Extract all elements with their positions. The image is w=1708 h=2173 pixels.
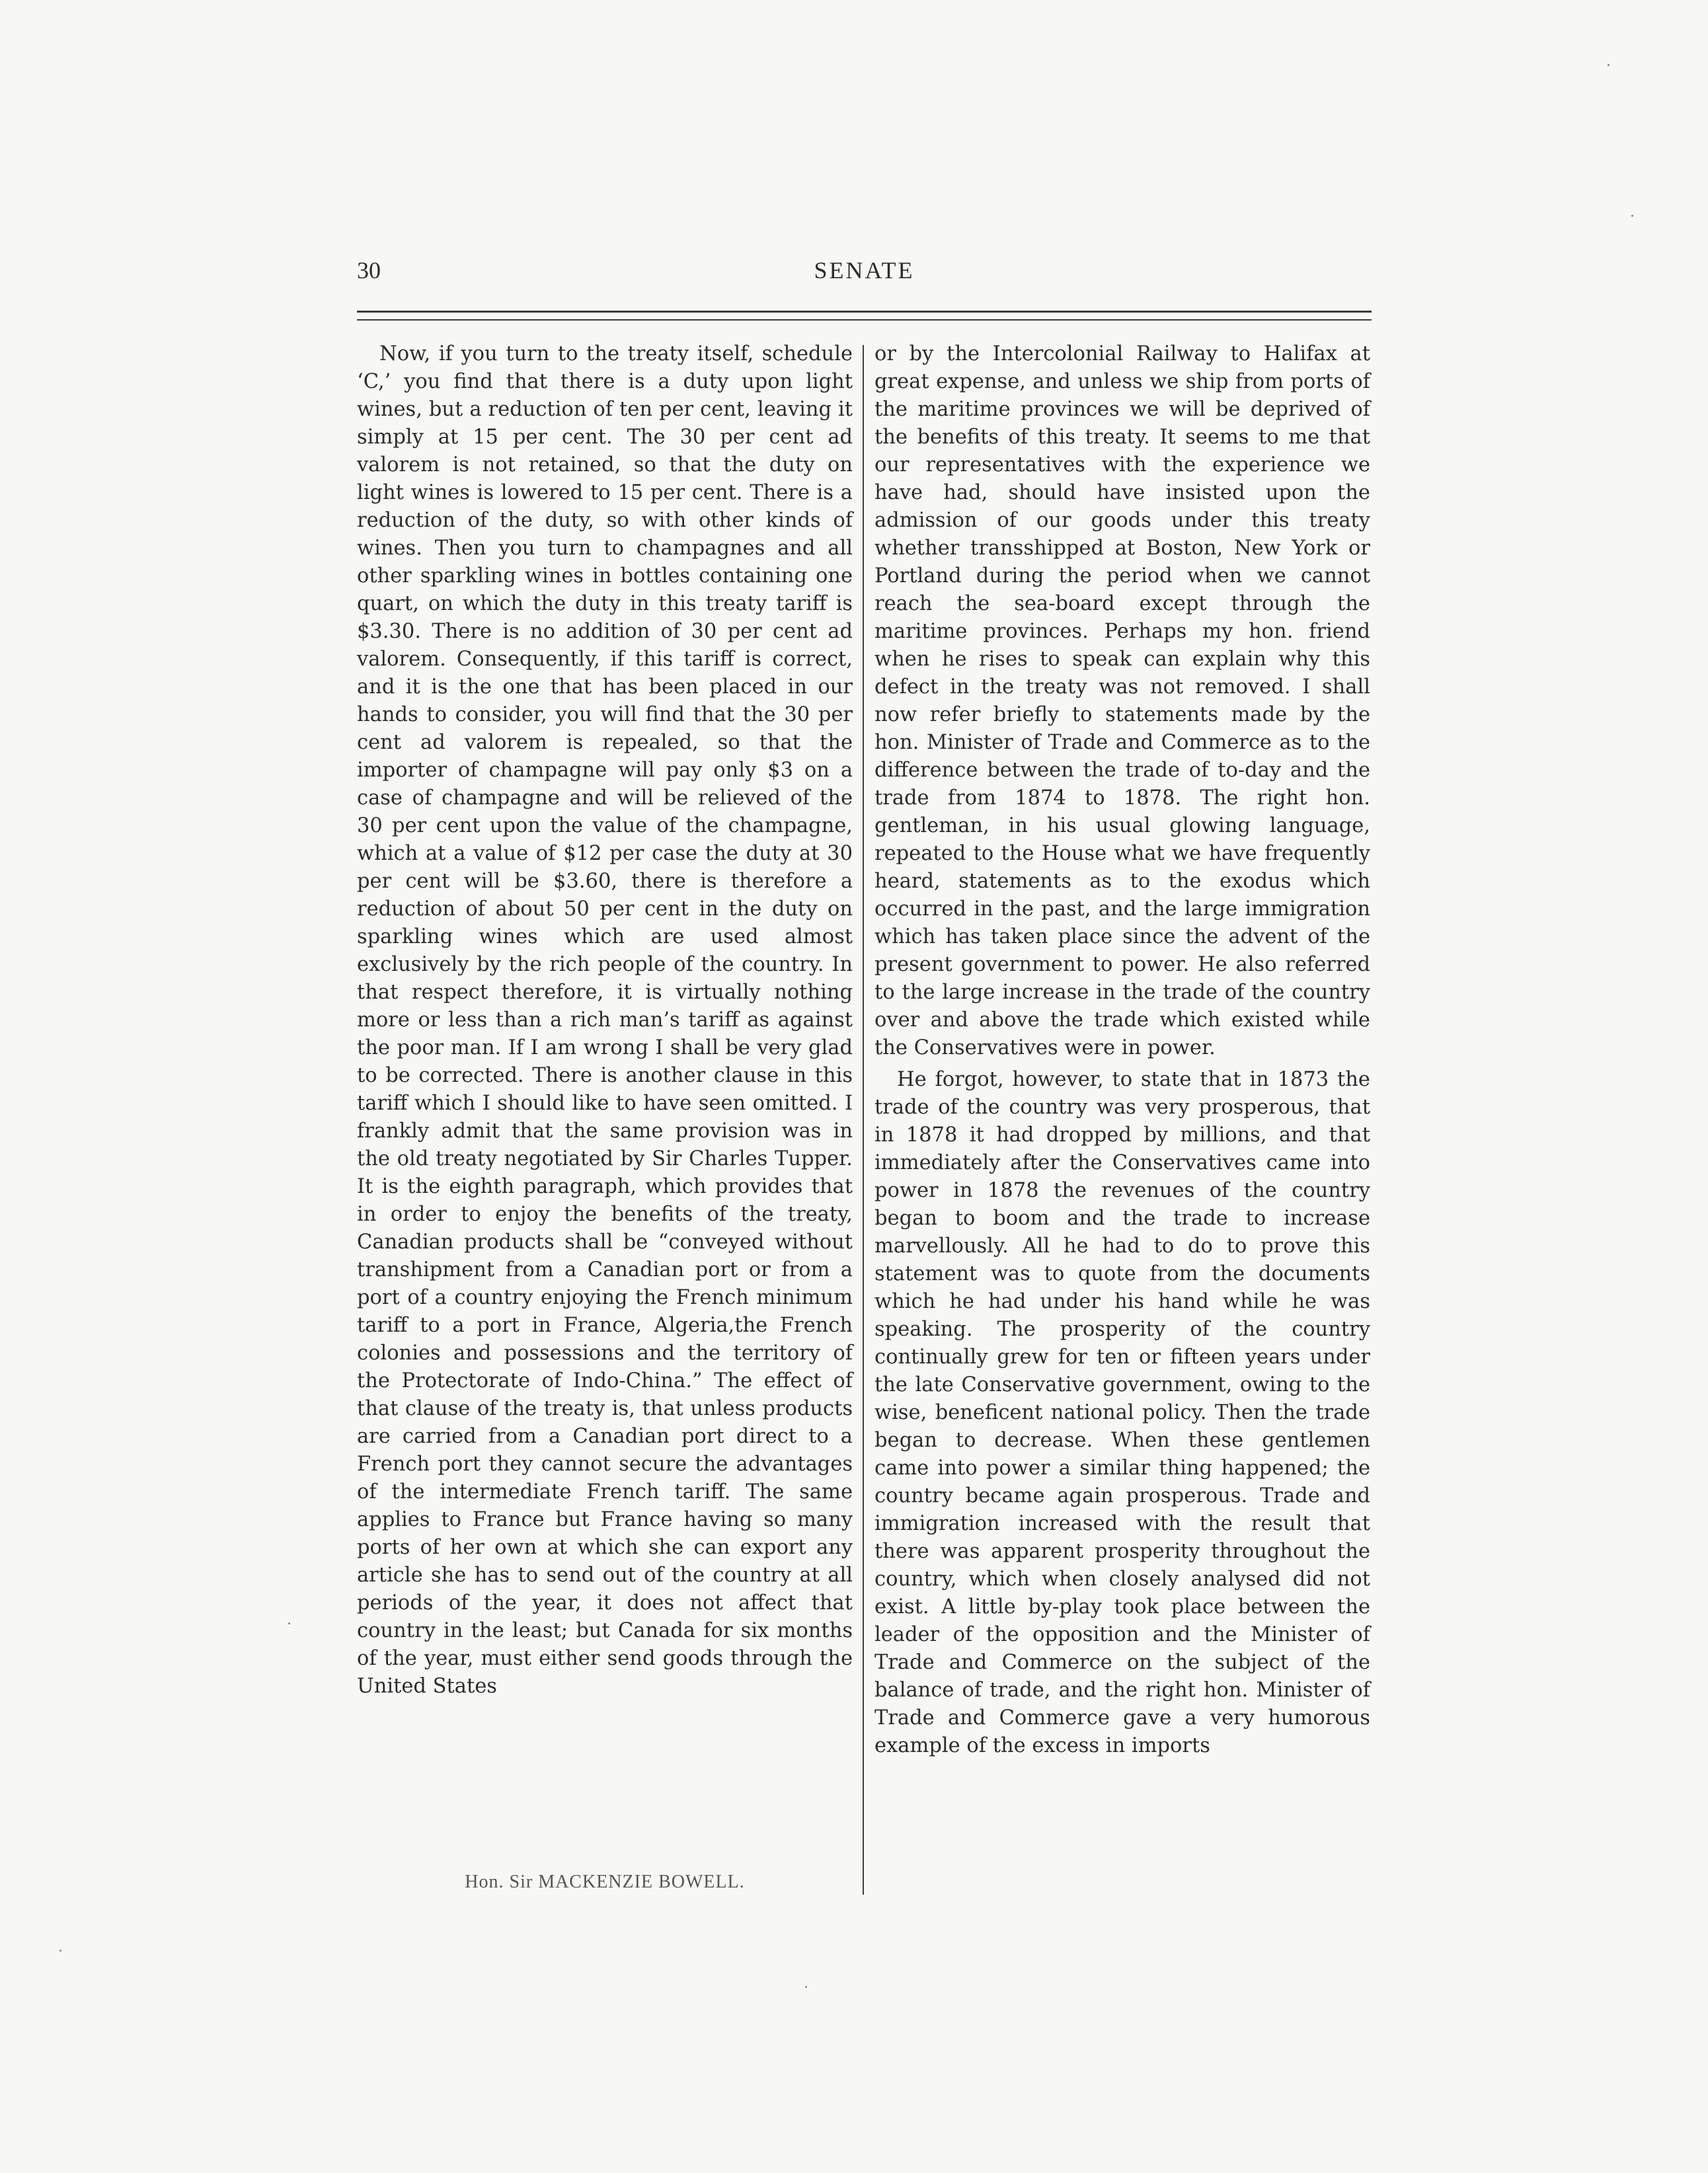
header-rule-top	[357, 311, 1372, 313]
running-head: SENATE	[814, 257, 915, 284]
right-paragraph-2: He forgot, however, to state that in 1873 the trade of the country was very prosperous, that in 1878 it had dropped by millions, and that immediately after the Conservatives came into power in 1878 the revenues of the country began to boom and the trade to increase marvellously. All he had to do to prove this statement was to quote from the documents which he had under his hand while he was speaking. The prosperity of the country continually grew for ten or fifteen years under the late Conservative government, owing to the wise, beneficent national policy. Then the trade began to decrease. When these gentlemen came into power a similar thing happened; the country became again prosperous. Trade and immigration increased with the result that there was apparent prosperity throughout the country, which when closely analysed did not exist. A little by-play took place between the leader of the opposition and the Minister of Trade and Commerce on the subject of the balance of trade, and the right hon. Minister of Trade and Commerce gave a very humorous example of the excess in imports	[874, 1068, 1370, 1757]
scan-speck	[288, 1622, 290, 1624]
speaker-footer: Hon. Sir MACKENZIE BOWELL.	[465, 1872, 745, 1892]
right-paragraph-1: or by the Intercolonial Railway to Halifax at great expense, and unless we ship from ports of the maritime provinces we will be deprived of the benefits of this treaty. It seems to me that our representatives with the experience we have had, should have insisted upon the admission of our goods under this treaty whether transshipped at Boston, New York or Portland during the period when we cannot reach the sea-board except through the maritime provinces. Perhaps my hon. friend when he rises to speak can explain why this defect in the treaty was not removed. I shall now refer briefly to statements made by the hon. Minister of Trade and Commerce as to the difference between the trade of to-day and the trade from 1874 to 1878. The right hon. gentleman, in his usual glowing language, repeated to the House what we have frequently heard, statements as to the exodus which occurred in the past, and the large immigration which has taken place since the advent of the present government to power. He also referred to the large increase in the trade of the country over and above the trade which existed while the Conservatives were in power.	[874, 342, 1370, 1059]
scan-speck	[805, 1986, 807, 1988]
page-number: 30	[357, 257, 381, 284]
header-rule-bottom	[357, 319, 1372, 321]
scan-speck	[1631, 215, 1633, 217]
page-header	[357, 256, 1372, 289]
left-column	[357, 340, 853, 1700]
scan-speck	[59, 1950, 61, 1952]
left-paragraph-1: Now, if you turn to the treaty itself, schedule ‘C,’ you find that there is a duty upon light wines, but a reduction of ten per cent, leaving it simply at 15 per cent. The 30 per cent ad valorem is not retained, so that the duty on light wines is lowered to 15 per cent. There is a reduction of the duty, so with other kinds of wines. Then you turn to champagnes and all other sparkling wines in bottles containing one quart, on which the duty in this treaty tariff is $3.30. There is no addition of 30 per cent ad valorem. Consequently, if this tariff is correct, and it is the one that has been placed in our hands to consider, you will find that the 30 per cent ad valorem is repealed, so that the importer of champagne will pay only $3 on a case of champagne and will be relieved of the 30 per cent upon the value of the champagne, which at a value of $12 per case the duty at 30 per cent will be $3.60, there is therefore a reduction of about 50 per cent in the duty on sparkling wines which are used almost exclusively by the rich people of the country. In that respect therefore, it is virtually nothing more or less than a rich man’s tariff as against the poor man. If I am wrong I shall be very glad to be corrected. There is another clause in this tariff which I should like to have seen omitted. I frankly admit that the same provision was in the old treaty negotiated by Sir Charles Tupper. It is the eighth paragraph, which provides that in order to enjoy the benefits of the treaty, Canadian products shall be “conveyed without transhipment from a Canadian port or from a port of a country enjoying the French minimum tariff to a port in France, Algeria,the French colonies and possessions and the territory of the Protectorate of Indo-China.” The effect of that clause of the treaty is, that unless products are carried from a Canadian port direct to a French port they cannot secure the advantages of the intermediate French tariff. The same applies to France but France having so many ports of her own at which she can export any article she has to send out of the country at all periods of the year, it does not affect that country in the least; but Canada for six months of the year, must either send goods through the United States	[357, 342, 853, 1698]
right-column	[874, 340, 1370, 1760]
column-divider	[863, 345, 864, 1895]
scan-speck	[1608, 64, 1610, 66]
